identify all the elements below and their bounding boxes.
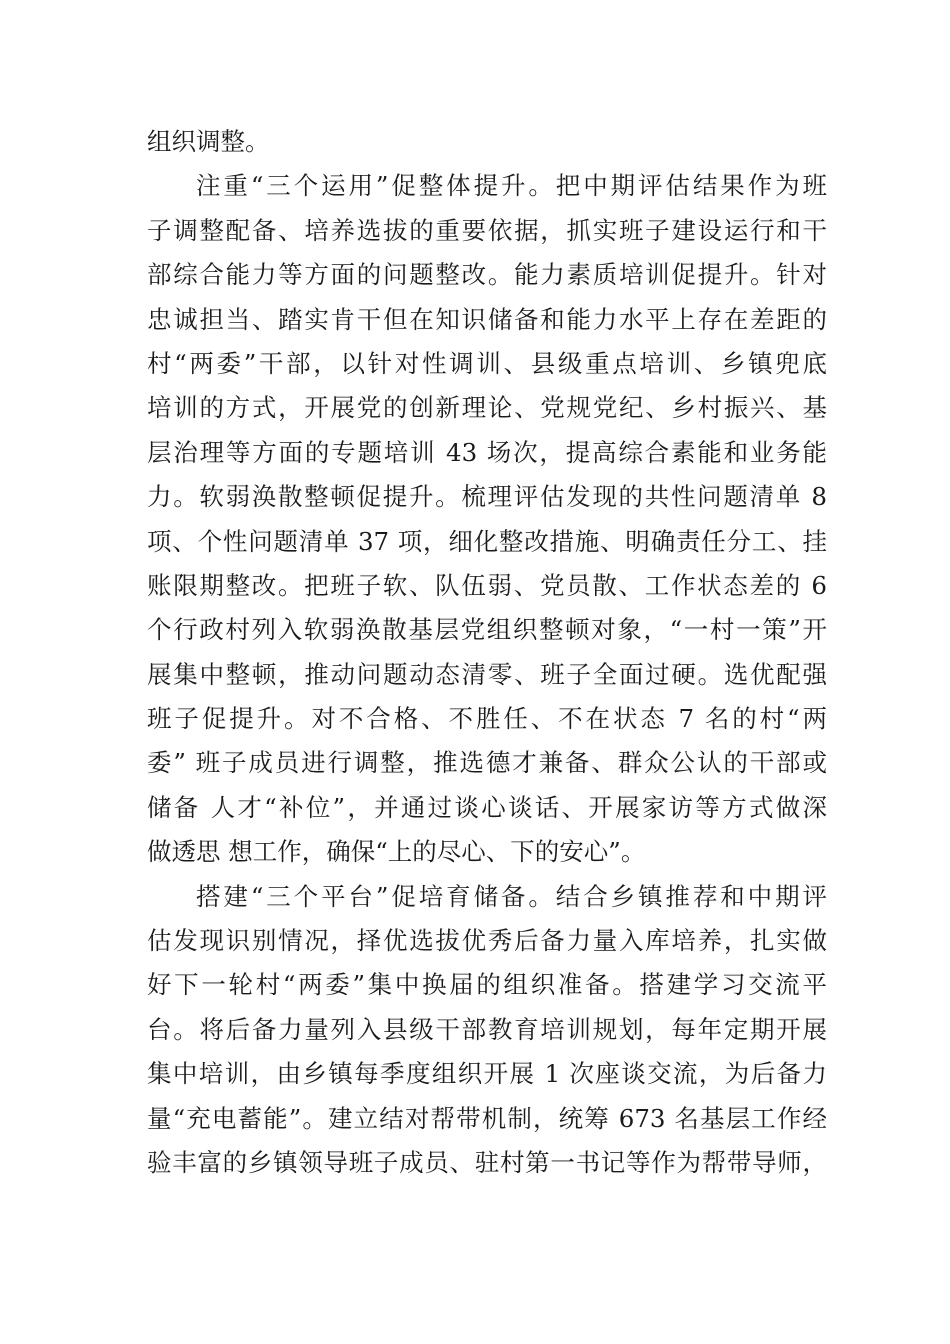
paragraph-first-line: 注重“三个运用”促整体提升。把中期评估结果作为班 [196, 171, 827, 201]
text-line: 做透思 想工作，确保“上的尽心、下的安心”。 [147, 837, 646, 867]
text-line: 展集中整顿，推动问题动态清零、班子全面过硬。选优配强 [147, 659, 827, 689]
text-line: 台。将后备力量列入县级干部教育培训规划，每年定期开展 [147, 1014, 827, 1044]
text-line: 忠诚担当、踏实肯干但在知识储备和能力水平上存在差距的 [147, 304, 827, 334]
text-line: 层治理等方面的专题培训 43 场次，提高综合素能和业务能 [147, 437, 827, 467]
text-line: 组织调整。 [147, 127, 270, 156]
text-line: 验丰富的乡镇领导班子成员、驻村第一书记等作为帮带导师， [147, 1147, 827, 1177]
text-line: 力。软弱涣散整顿促提升。梳理评估发现的共性问题清单 8 [147, 482, 827, 512]
text-line: 估发现识别情况，择优选拔优秀后备力量入库培养，扎实做 [147, 926, 827, 956]
text-line: 村“两委”干部，以针对性调训、县级重点培训、乡镇兜底 [147, 348, 827, 378]
paragraph-first-line: 搭建“三个平台”促培育储备。结合乡镇推荐和中期评 [196, 881, 827, 911]
body-text [147, 120, 827, 1185]
text-line: 量“充电蓄能”。建立结对帮带机制，统筹 673 名基层工作经 [147, 1103, 827, 1133]
text-line: 项、个性问题清单 37 项，细化整改措施、明确责任分工、挂 [147, 526, 827, 556]
text-line: 集中培训，由乡镇每季度组织开展 1 次座谈交流，为后备力 [147, 1059, 827, 1089]
text-line: 好下一轮村“两委”集中换届的组织准备。搭建学习交流平 [147, 970, 827, 1000]
text-line: 部综合能力等方面的问题整改。能力素质培训促提升。针对 [147, 260, 827, 290]
text-line: 班子促提升。对不合格、不胜任、不在状态 7 名的村“两 [147, 704, 827, 734]
text-line: 个行政村列入软弱涣散基层党组织整顿对象，“一村一策”开 [147, 615, 827, 645]
text-line: 培训的方式，开展党的创新理论、党规党纪、乡村振兴、基 [147, 393, 827, 423]
text-line: 账限期整改。把班子软、队伍弱、党员散、工作状态差的 6 [147, 570, 827, 600]
text-line: 委” 班子成员进行调整，推选德才兼备、群众公认的干部或 [147, 748, 827, 778]
text-line: 储备 人才“补位”，并通过谈心谈话、开展家访等方式做深 [147, 792, 827, 822]
text-line: 子调整配备、培养选拔的重要依据，抓实班子建设运行和干 [147, 215, 827, 245]
